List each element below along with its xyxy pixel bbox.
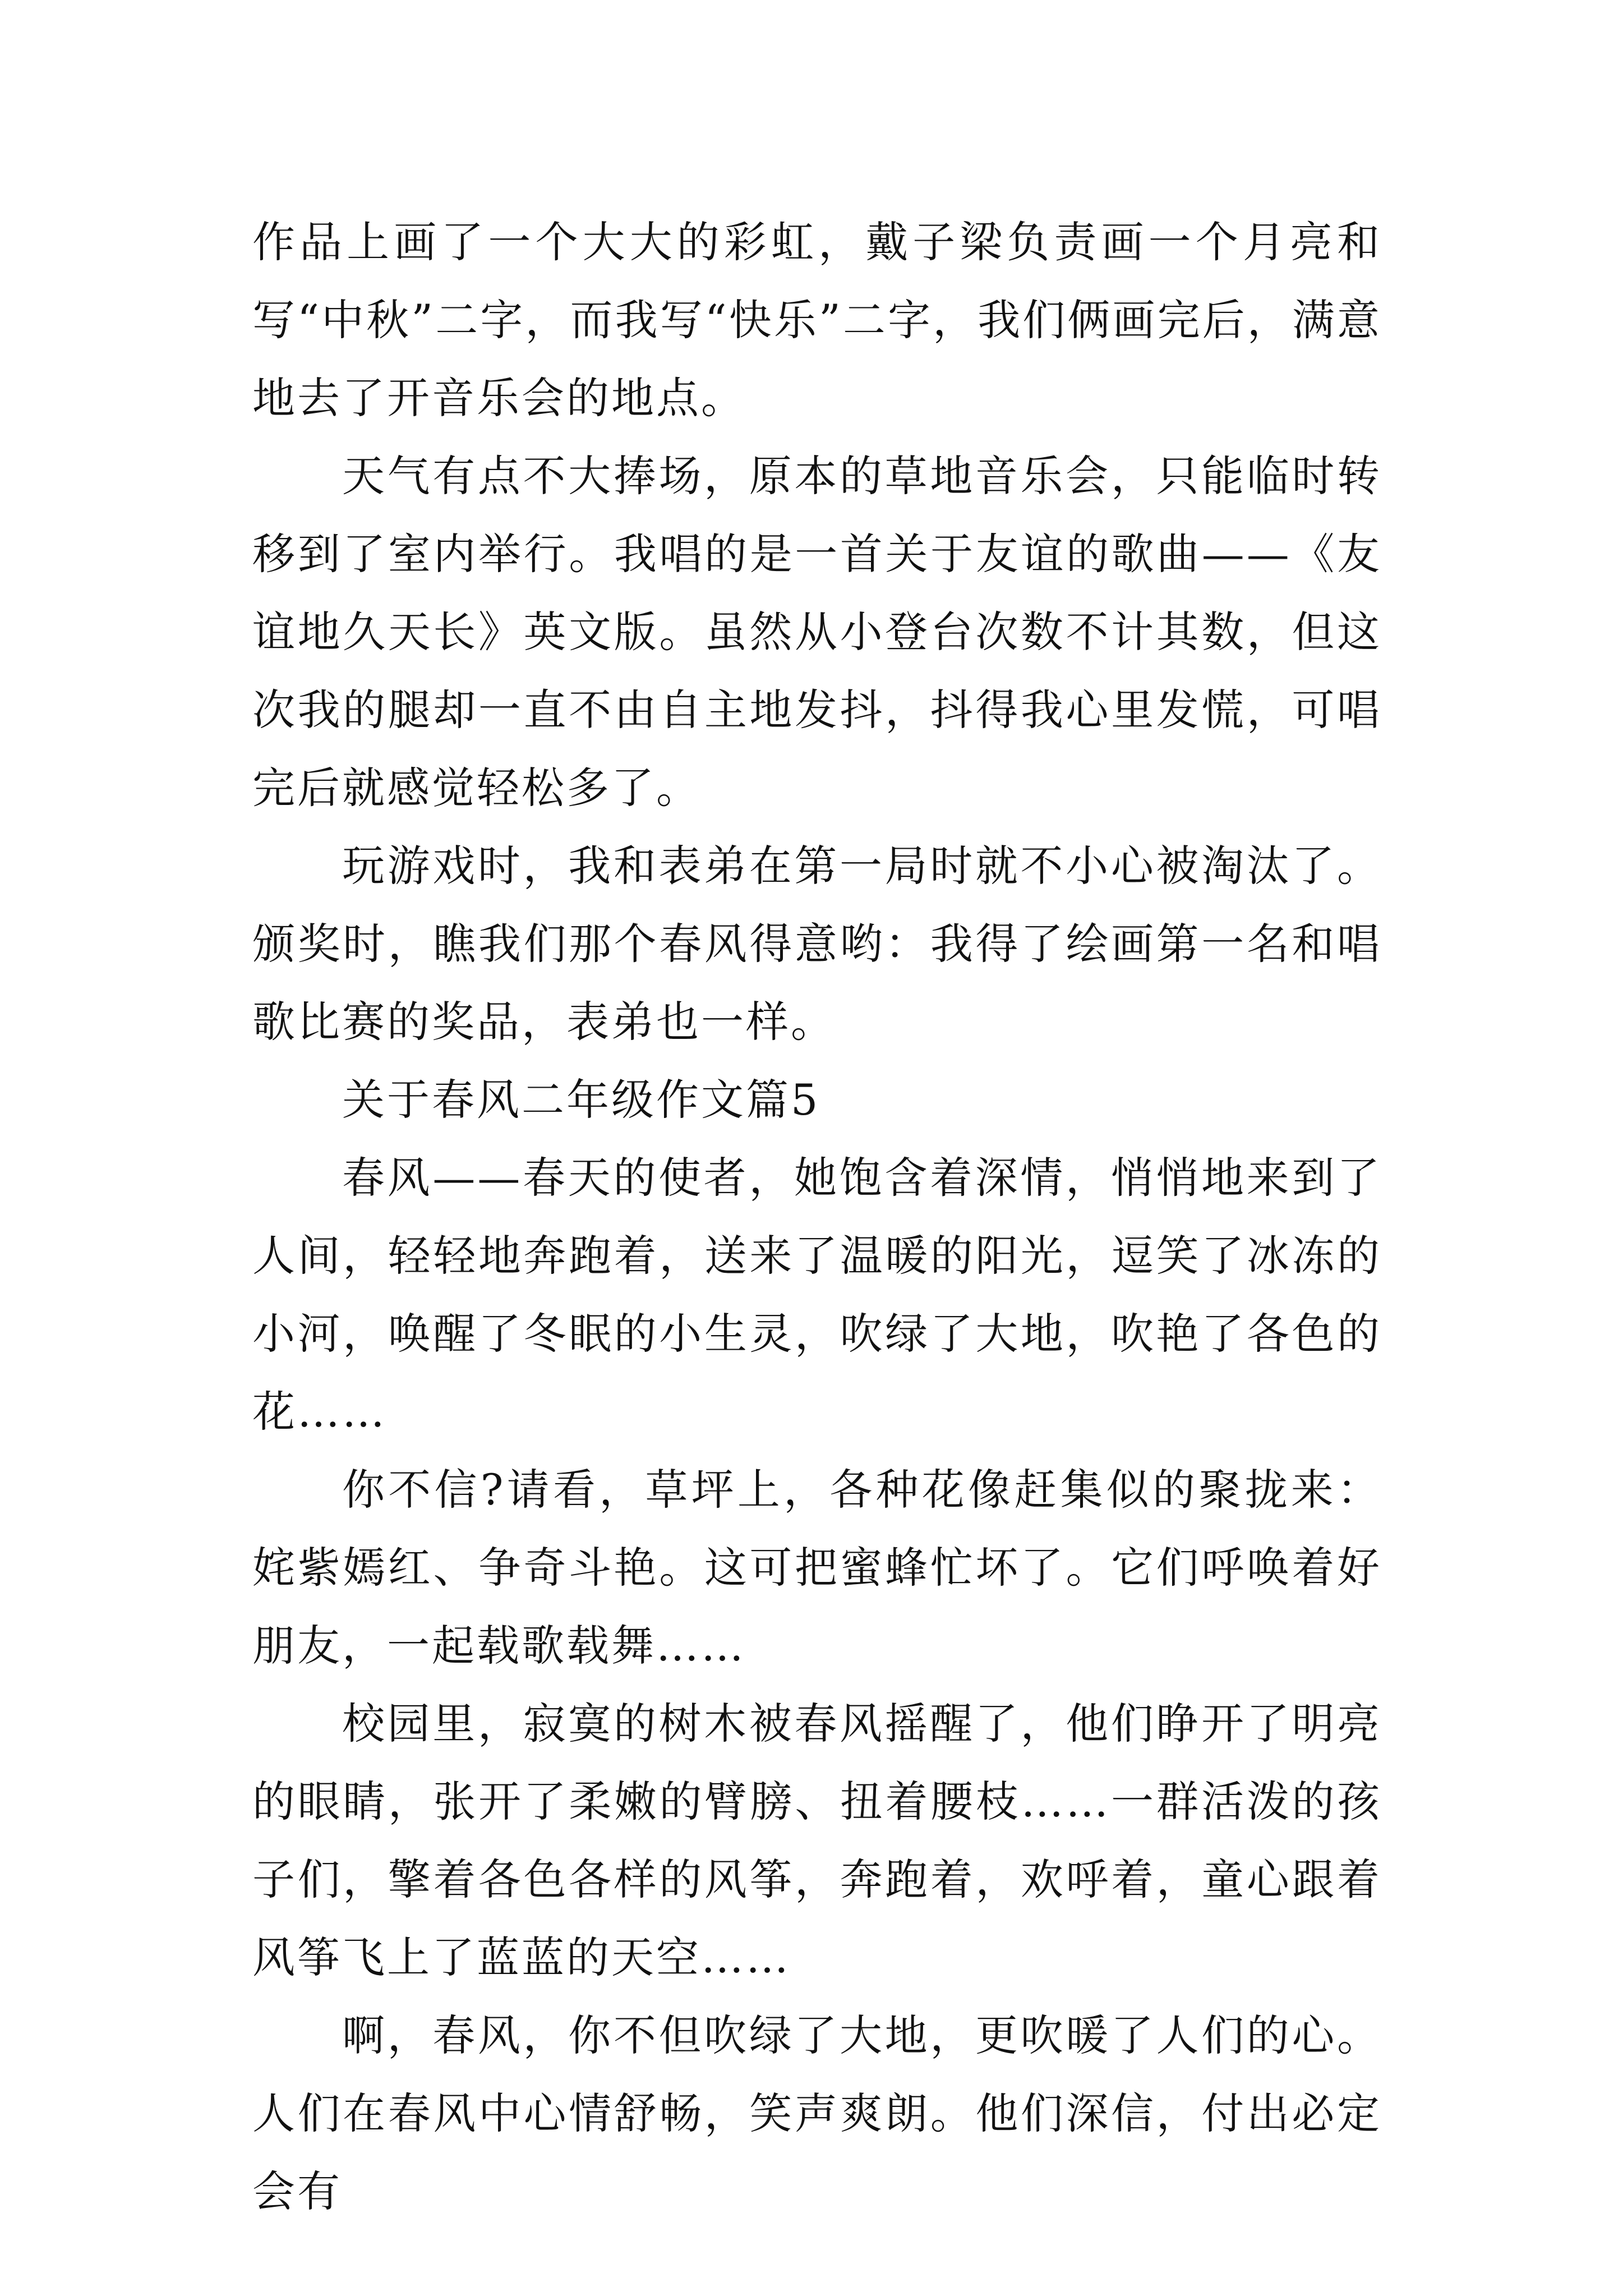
document-body [252, 203, 1382, 2230]
section-heading: 关于春风二年级作文篇5 [342, 1075, 820, 1125]
paragraph-2: 天气有点不大捧场，原本的草地音乐会，只能临时转移到了室内举行。我唱的是一首关于友谊的歌曲——《友谊地久天长》英文版。虽然从小登台次数不计其数，但这次我的腿却一直不由自主地发抖，抖得我心里发慌，可唱完后就感觉轻松多了。 [252, 451, 1382, 813]
paragraph-5: 你不信?请看，草坪上，各种花像赶集似的聚拢来：姹紫嫣红、争奇斗艳。这可把蜜蜂忙坏了。它们呼唤着好朋友，一起载歌载舞…… [252, 1465, 1382, 1671]
paragraph-6: 校园里，寂寞的树木被春风摇醒了，他们睁开了明亮的眼睛，张开了柔嫩的臂膀、扭着腰枝……一群活泼的孩子们，擎着各色各样的风筝，奔跑着，欢呼着，童心跟着风筝飞上了蓝蓝的天空…… [252, 1699, 1382, 1982]
paragraph-1: 作品上画了一个大大的彩虹，戴子梁负责画一个月亮和写“中秋”二字，而我写“快乐”二字，我们俩画完后，满意地去了开音乐会的地点。 [252, 217, 1382, 423]
paragraph-4: 春风——春天的使者，她饱含着深情，悄悄地来到了人间，轻轻地奔跑着，送来了温暖的阳光，逗笑了冰冻的小河，唤醒了冬眠的小生灵，吹绿了大地，吹艳了各色的花…… [252, 1153, 1382, 1437]
paragraph-7: 啊，春风，你不但吹绿了大地，更吹暖了人们的心。人们在春风中心情舒畅，笑声爽朗。他们深信，付出必定会有 [252, 2010, 1382, 2216]
paragraph-3: 玩游戏时，我和表弟在第一局时就不小心被淘汰了。颁奖时，瞧我们那个春风得意哟：我得了绘画第一名和唱歌比赛的奖品，表弟也一样。 [252, 841, 1382, 1047]
